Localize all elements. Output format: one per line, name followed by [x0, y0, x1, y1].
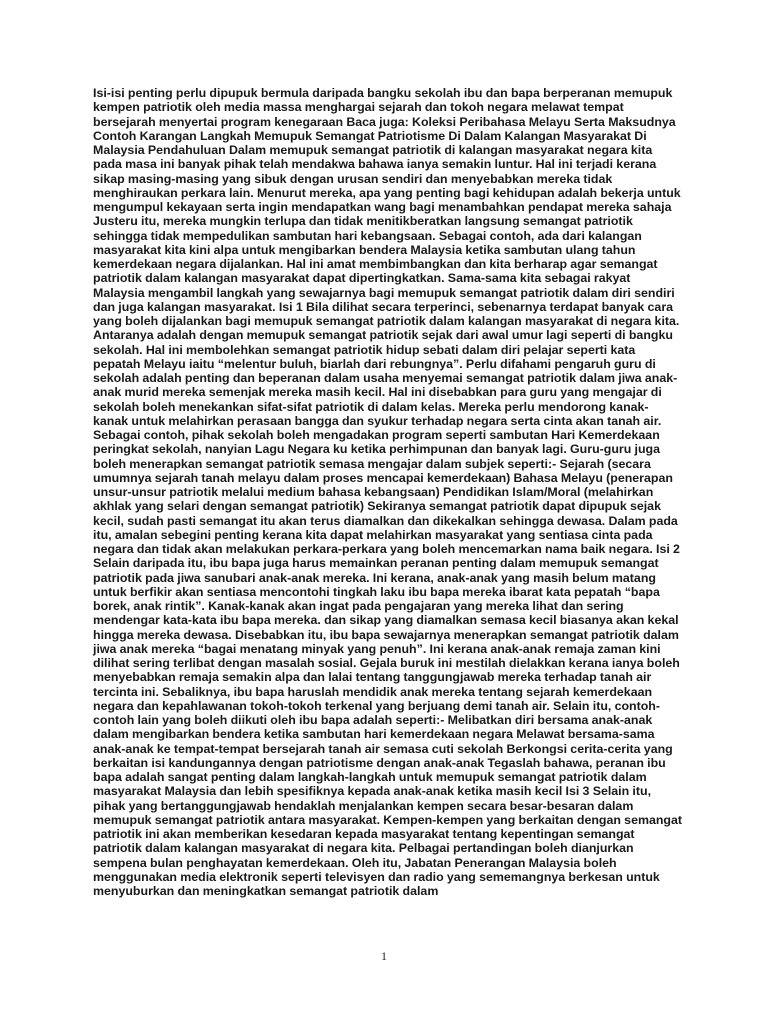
body-paragraph: Isi-isi penting perlu dipupuk bermula daripada bangku sekolah ibu dan bapa berperanan memupuk kempen patriotik oleh media massa menghargai sejarah dan tokoh negara melawat tempat bersejarah menyertai program kenegaraan Baca juga: Koleksi Peribahasa Melayu Serta Maksudnya Contoh Karangan Langkah Memupuk Semangat Patriotisme Di Dalam Kalangan Masyarakat Di Malaysia Pendahuluan Dalam memupuk semangat patriotik di kalangan masyarakat negara kita pada masa ini banyak pihak telah mendakwa bahawa ianya semakin luntur. Hal ini terjadi kerana sikap masing-masing yang sibuk dengan urusan sendiri dan menyebabkan mereka tidak menghiraukan perkara lain. Menurut mereka, apa yang penting bagi kehidupan adalah bekerja untuk mengumpul kekayaan serta ingin mendapatkan wang bagi menambahkan pendapat mereka sahaja Justeru itu, mereka mungkin terlupa dan tidak menitikberatkan langsung semangat patriotik sehingga tidak mempedulikan sambutan hari kebangsaan. Sebagai contoh, ada dari kalangan masyarakat kita kini alpa untuk mengibarkan bendera Malaysia ketika sambutan ulang tahun kemerdekaan negara dijalankan. Hal ini amat membimbangkan dan kita berharap agar semangat patriotik dalam kalangan masyarakat dapat dipertingkatkan. Sama-sama kita sebagai rakyat Malaysia mengambil langkah yang sewajarnya bagi memupuk semangat patriotik dalam diri sendiri dan juga kalangan masyarakat. Isi 1 Bila dilihat secara terperinci, sebenarnya terdapat banyak cara yang boleh dijalankan bagi memupuk semangat patriotik dalam kalangan masyarakat di negara kita. Antaranya adalah dengan memupuk semangat patriotik sejak dari awal umur lagi seperti di bangku sekolah. Hal ini membolehkan semangat patriotik hidup sebati dalam diri pelajar seperti kata pepatah Melayu iaitu “melentur buluh, biarlah dari rebungnya”. Perlu difahami pengaruh guru di sekolah adalah penting dan beperanan dalam usaha menyemai semangat patriotik dalam jiwa anak-anak murid mereka semenjak mereka masih kecil. Hal ini disebabkan para guru yang mengajar di sekolah boleh menekankan sifat-sifat patriotik di dalam kelas. Mereka perlu mendorong kanak-kanak untuk melahirkan perasaan bangga dan syukur terhadap negara serta cinta akan tanah air. Sebagai contoh, pihak sekolah boleh mengadakan program seperti sambutan Hari Kemerdekaan peringkat sekolah, nanyian Lagu Negara ku ketika perhimpunan dan banyak lagi. Guru-guru juga boleh menerapkan semangat patriotik semasa mengajar dalam subjek seperti:- Sejarah (secara umumnya sejarah tanah melayu dalam proses mencapai kemerdekaan) Bahasa Melayu (penerapan unsur-unsur patriotik melalui medium bahasa kebangsaan) Pendidikan Islam/Moral (melahirkan akhlak yang selari dengan semangat patriotik) Sekiranya semangat patriotik dapat dipupuk sejak kecil, sudah pasti semangat itu akan terus diamalkan dan dikekalkan sehingga dewasa. Dalam pada itu, amalan sebegini penting kerana kita dapat melahirkan masyarakat yang sentiasa cinta pada negara dan tidak akan melakukan perkara-perkara yang boleh mencemarkan nama baik negara. Isi 2 Selain daripada itu, ibu bapa juga harus memainkan peranan penting dalam memupuk semangat patriotik pada jiwa sanubari anak-anak mereka. Ini kerana, anak-anak yang masih belum matang untuk berfikir akan sentiasa mencontohi tingkah laku ibu bapa mereka ibarat kata pepatah “bapa borek, anak rintik”. Kanak-kanak akan ingat pada pengajaran yang mereka lihat dan sering mendengar kata-kata ibu bapa mereka. dan sikap yang diamalkan semasa kecil biasanya akan kekal hingga mereka dewasa. Disebabkan itu, ibu bapa sewajarnya menerapkan semangat patriotik dalam jiwa anak mereka “bagai menatang minyak yang penuh”. Ini kerana anak-anak remaja zaman kini dilihat sering terlibat dengan masalah sosial. Gejala buruk ini mestilah dielakkan kerana ianya boleh menyebabkan remaja semakin alpa dan lalai tentang tanggungjawab mereka terhadap tanah air tercinta ini. Sebaliknya, ibu bapa haruslah mendidik anak mereka tentang sejarah kemerdekaan negara dan kepahlawanan tokoh-tokoh terkenal yang berjuang demi tanah air. Selain itu, contoh-contoh lain yang boleh diikuti oleh ibu bapa adalah seperti:- Melibatkan diri bersama anak-anak dalam mengibarkan bendera ketika sambutan hari kemerdekaan negara Melawat bersama-sama anak-anak ke tempat-tempat bersejarah tanah air semasa cuti sekolah Berkongsi cerita-cerita yang berkaitan isi kandungannya dengan patriotisme dengan anak-anak Tegaslah bahawa, peranan ibu bapa adalah sangat penting dalam langkah-langkah untuk memupuk semangat patriotik dalam masyarakat Malaysia dan lebih spesifiknya kepada anak-anak ketika masih kecil Isi 3 Selain itu, pihak yang bertanggungjawab hendaklah menjalankan kempen secara besar-besaran dalam memupuk semangat patriotik antara masyarakat. Kempen-kempen yang berkaitan dengan semangat patriotik ini akan memberikan kesedaran kepada masyarakat tentang kepentingan semangat patriotik dalam kalangan masyarakat di negara kita. Pelbagai pertandingan boleh dianjurkan sempena bulan penghayatan kemerdekaan. Oleh itu, Jabatan Penerangan Malaysia boleh menggunakan media elektronik seperti televisyen dan radio yang sememangnya berkesan untuk menyuburkan dan meningkatkan semangat patriotik dalam [93, 86, 683, 898]
page-number: 1 [381, 949, 387, 963]
